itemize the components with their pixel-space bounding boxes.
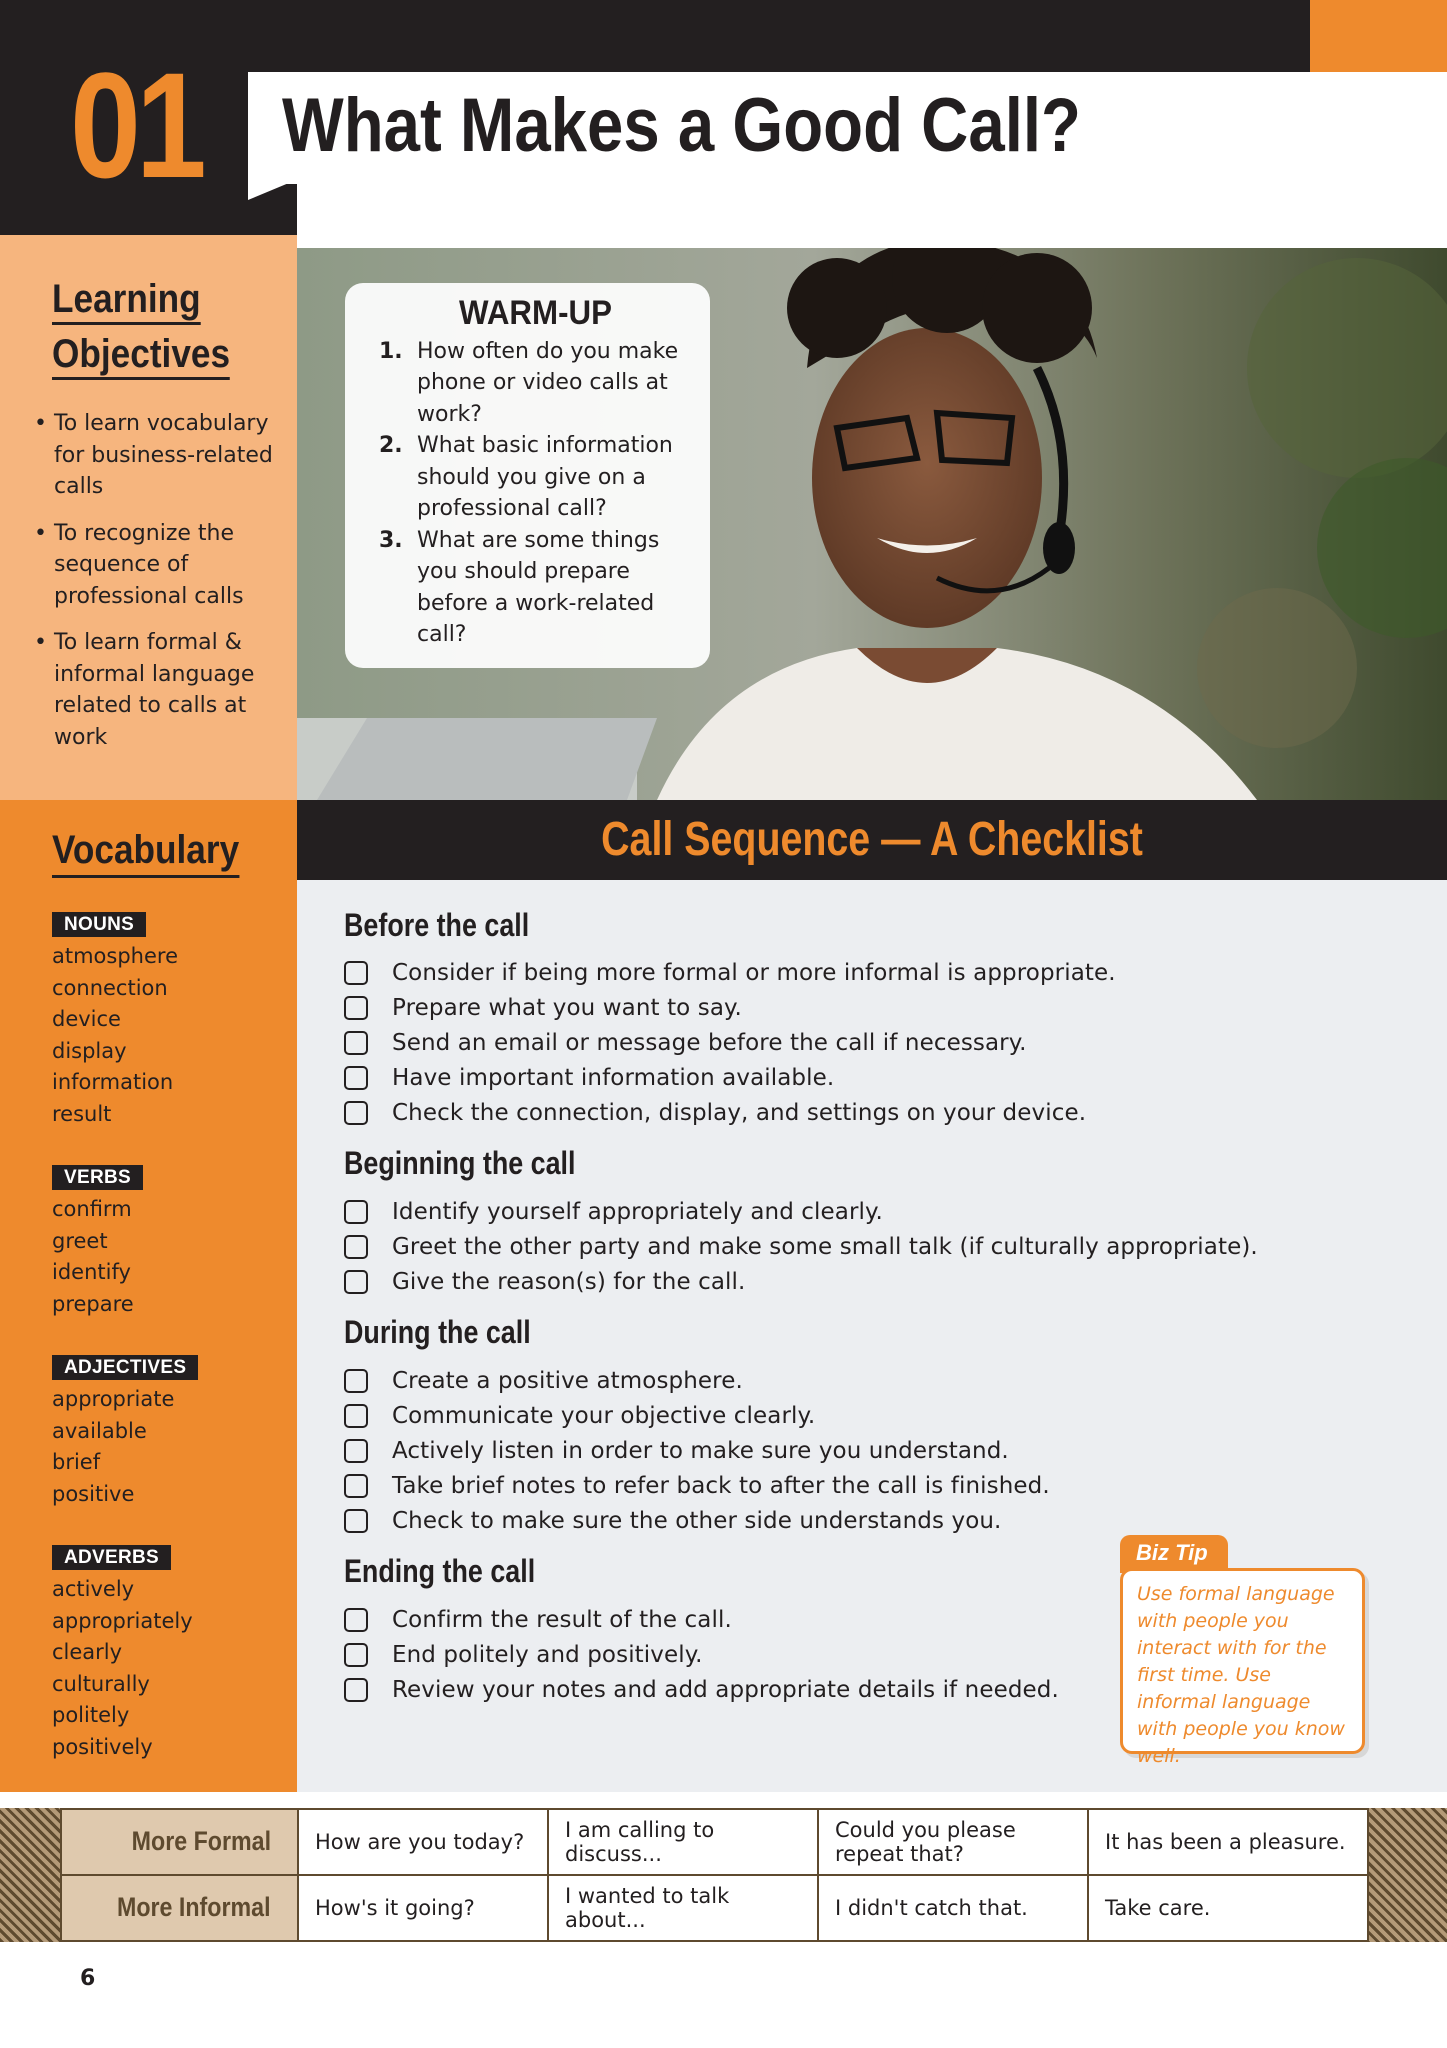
- checklist-item[interactable]: [344, 1232, 1258, 1262]
- question-number: 2.: [379, 433, 403, 459]
- checklist-item-text: Greet the other party and make some small talk (if culturally appropriate).: [392, 1234, 1258, 1260]
- vocab-word: appropriate: [52, 1387, 175, 1411]
- vocab-group-adverbs: [52, 1545, 282, 1763]
- question-text: What basic information should you give on a professional call?: [417, 433, 673, 522]
- section-heading-before: Before the call: [344, 907, 530, 943]
- checkbox[interactable]: [344, 1200, 368, 1224]
- checklist-item-text: Check to make sure the other side understands you.: [392, 1508, 1002, 1534]
- vocab-group-nouns: [52, 912, 282, 1130]
- checklist-item[interactable]: [344, 1401, 815, 1431]
- vocab-word: appropriately: [52, 1608, 193, 1633]
- page-number: 6: [80, 1966, 96, 1991]
- table-cell: I am calling to discuss...: [548, 1809, 818, 1875]
- lo-title-line1: Learning: [52, 278, 201, 325]
- checklist-item[interactable]: [344, 1506, 1001, 1536]
- table-row-formal: [61, 1809, 1368, 1875]
- table-row-informal: [61, 1875, 1368, 1941]
- vocabulary-title: Vocabulary: [52, 828, 239, 878]
- checkbox[interactable]: [344, 961, 368, 985]
- question-text: How often do you make phone or video calls at work?: [417, 338, 679, 427]
- checklist-item-text: Review your notes and add appropriate details if needed.: [392, 1677, 1059, 1703]
- vocab-word: device: [52, 1007, 121, 1031]
- vocab-word: prepare: [52, 1291, 134, 1316]
- checklist-item[interactable]: [344, 1267, 745, 1297]
- checkbox[interactable]: [344, 1101, 368, 1125]
- section-heading-ending: Ending the call: [344, 1553, 536, 1589]
- objective-item: • To recognize the sequence of professional calls: [34, 518, 284, 613]
- checklist-item[interactable]: [344, 1640, 703, 1670]
- table-cell: How are you today?: [298, 1809, 548, 1875]
- row-label: [61, 1809, 298, 1875]
- table-cell: I wanted to talk about...: [548, 1875, 818, 1941]
- vocab-word: brief: [52, 1450, 101, 1474]
- learning-objectives-title: [52, 278, 230, 388]
- checklist-item-text: Create a positive atmosphere.: [392, 1368, 743, 1394]
- checkbox[interactable]: [344, 1678, 368, 1702]
- checkbox[interactable]: [344, 1235, 368, 1259]
- biz-tip-box: [1120, 1568, 1365, 1767]
- vocab-word: information: [52, 1070, 174, 1094]
- row-label-text: More Formal: [131, 1826, 271, 1857]
- checkbox[interactable]: [344, 1031, 368, 1055]
- row-label: [61, 1875, 298, 1941]
- lo-title-line2: Objectives: [52, 333, 230, 380]
- section-heading-beginning: Beginning the call: [344, 1145, 576, 1181]
- checklist-item-text: End politely and positively.: [392, 1642, 703, 1668]
- vocab-word: greet: [52, 1228, 108, 1253]
- vocab-tag: ADVERBS: [52, 1545, 171, 1570]
- biz-tip-label: Biz Tip: [1120, 1535, 1228, 1573]
- warmup-title: WARM-UP: [459, 294, 612, 332]
- biz-tip-text: Use formal language with people you interact with for the first time. Use informal language with people you know well.: [1137, 1583, 1345, 1767]
- vocab-word: positive: [52, 1481, 135, 1506]
- checkbox[interactable]: [344, 1404, 368, 1428]
- checklist-item[interactable]: [344, 1436, 1009, 1466]
- row-label-text: More Informal: [117, 1892, 271, 1923]
- vocab-tag: VERBS: [52, 1165, 143, 1190]
- vocab-word: actively: [52, 1577, 135, 1601]
- checklist-item[interactable]: [344, 1605, 732, 1635]
- checklist-item-text: Give the reason(s) for the call.: [392, 1269, 746, 1295]
- checklist-item[interactable]: [344, 1098, 1086, 1128]
- page-title: What Makes a Good Call?: [282, 83, 1081, 168]
- vocab-word: result: [52, 1101, 112, 1126]
- checklist-item-text: Check the connection, display, and settings on your device.: [392, 1100, 1087, 1126]
- table-cell: How's it going?: [298, 1875, 548, 1941]
- warmup-question: [379, 430, 692, 525]
- checklist-item[interactable]: [344, 1028, 1027, 1058]
- header-accent: [1310, 0, 1447, 72]
- checklist-item-text: Communicate your objective clearly.: [392, 1403, 816, 1429]
- checklist-item-text: Prepare what you want to say.: [392, 995, 742, 1021]
- objective-item: • To learn formal & informal language related to calls at work: [34, 627, 284, 753]
- checkbox[interactable]: [344, 1369, 368, 1393]
- warmup-box: [345, 283, 710, 668]
- checklist-item[interactable]: [344, 1366, 743, 1396]
- checkbox[interactable]: [344, 1509, 368, 1533]
- vocab-group-verbs: [52, 1165, 282, 1320]
- checklist-item[interactable]: [344, 1197, 883, 1227]
- vocab-word: confirm: [52, 1197, 132, 1221]
- vocab-word: connection: [52, 975, 168, 1000]
- checklist-item-text: Send an email or message before the call if necessary.: [392, 1030, 1027, 1056]
- table-cell: It has been a pleasure.: [1088, 1809, 1368, 1875]
- vocab-word: culturally: [52, 1671, 150, 1696]
- checkbox[interactable]: [344, 1608, 368, 1632]
- formality-table: [60, 1808, 1369, 1942]
- checkbox[interactable]: [344, 1643, 368, 1667]
- checklist-item-text: Take brief notes to refer back to after the call is finished.: [392, 1473, 1050, 1499]
- learning-objectives-list: [34, 408, 284, 768]
- question-number: 1.: [379, 338, 403, 364]
- table-cell: I didn't catch that.: [818, 1875, 1088, 1941]
- unit-number: 01: [70, 41, 202, 209]
- checklist-item-text: Identify yourself appropriately and clearly.: [392, 1199, 883, 1225]
- vocab-group-adjectives: [52, 1355, 282, 1510]
- table-cell: Could you please repeat that?: [818, 1809, 1088, 1875]
- vocab-word: positively: [52, 1734, 153, 1759]
- checklist-title: Call Sequence — A Checklist: [601, 813, 1143, 866]
- vocab-word: display: [52, 1038, 127, 1063]
- warmup-question: [379, 336, 692, 431]
- vocab-tag: NOUNS: [52, 912, 146, 937]
- warmup-questions: [379, 336, 692, 651]
- checklist-item[interactable]: [344, 993, 742, 1023]
- checklist-item[interactable]: [344, 1063, 834, 1093]
- question-number: 3.: [379, 527, 403, 553]
- checkbox[interactable]: [344, 996, 368, 1020]
- checklist-item[interactable]: [344, 1471, 1050, 1501]
- checklist-item[interactable]: [344, 1675, 1059, 1705]
- vocab-word: clearly: [52, 1640, 123, 1664]
- vocab-word: atmosphere: [52, 944, 178, 968]
- question-text: What are some things you should prepare before a work-related call?: [417, 527, 660, 648]
- vocab-word: available: [52, 1418, 147, 1443]
- section-heading-during: During the call: [344, 1314, 531, 1350]
- table-cell: Take care.: [1088, 1875, 1368, 1941]
- checklist-item-text: Have important information available.: [392, 1065, 835, 1091]
- checkbox[interactable]: [344, 1066, 368, 1090]
- warmup-question: [379, 525, 692, 651]
- vocab-tag: ADJECTIVES: [52, 1355, 198, 1380]
- checklist-item-text: Consider if being more formal or more informal is appropriate.: [392, 960, 1116, 986]
- checklist-item-text: Actively listen in order to make sure you understand.: [392, 1438, 1009, 1464]
- checkbox[interactable]: [344, 1270, 368, 1294]
- objective-item: • To learn vocabulary for business-related calls: [34, 408, 284, 503]
- checkbox[interactable]: [344, 1439, 368, 1463]
- checklist-item[interactable]: [344, 958, 1116, 988]
- checklist-item-text: Confirm the result of the call.: [392, 1607, 732, 1633]
- vocab-word: politely: [52, 1703, 130, 1727]
- checkbox[interactable]: [344, 1474, 368, 1498]
- vocab-word: identify: [52, 1260, 131, 1284]
